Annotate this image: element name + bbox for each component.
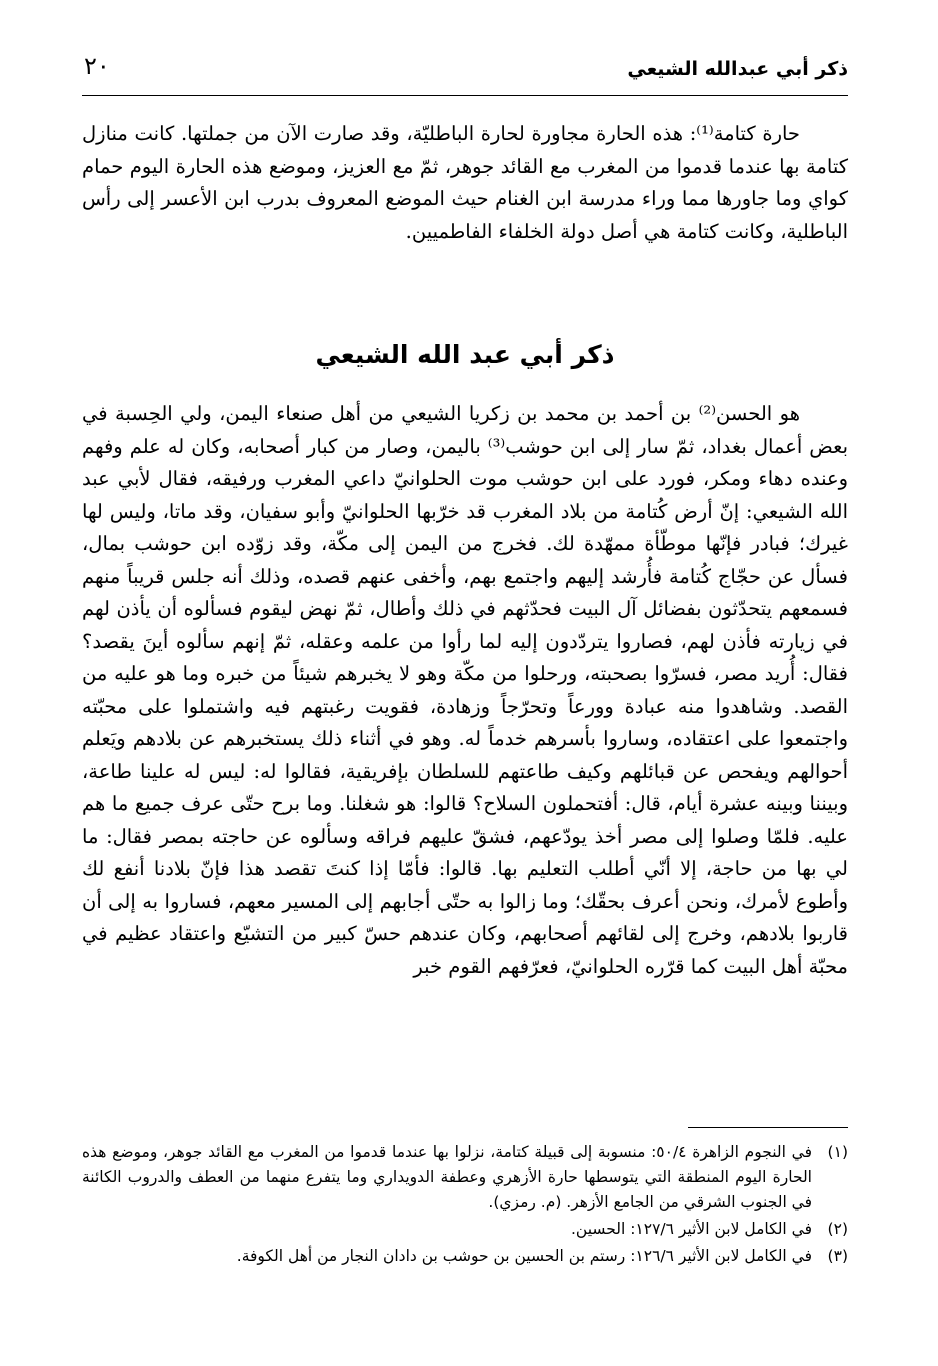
footnotes <box>82 1140 848 1271</box>
footnote-marker: (١) <box>827 1143 848 1161</box>
main-section <box>82 398 848 983</box>
footnote-text: في النجوم الزاهرة ٥٠/٤: منسوبة إلى قبيلة كتامة، نزلوا بها عندما قدموا من المغرب مع القائد جوهر، وموضع هذه الحارة اليوم المنطقة التي يتوسطها حارة الأزهري وعطفة الدويداري وما يتفرع منهما من العطف والدروب الكائنة في الجنوب الشرقي من الجامع الأزهر. (م. رمزي). <box>82 1143 812 1211</box>
page-header <box>82 52 848 96</box>
main-paragraph: هو الحسن⁽²⁾ بن أحمد بن محمد بن زكريا الشيعي من أهل صنعاء اليمن، ولي الحِسبة في بعض أعمال بغداد، ثمّ سار إلى ابن حوشب⁽³⁾ باليمن، وصار من كبار أصحابه، وكان له علم وفهم وعنده دهاء ومكر، فورد على ابن حوشب موت الحلوانيّ داعي المغرب ورفيقه، فقال لأبي عبد الله الشيعي: إنّ أرض كُتامة من بلاد المغرب قد خرّبها الحلوانيّ وأبو سفيان، وقد ماتا، وليس لها غيرك؛ فبادر فإنّها موطّأة ممهّدة لك. فخرج من اليمن إلى مكّة، وقد زوّده ابن حوشب بمال، فسأل عن حجّاج كُتامة فأُرشد إليهم واجتمع بهم، وأخفى عنهم قصده، وذلك أنه جلس قريباً منهم فسمعهم يتحدّثون بفضائل آل البيت فحدّثهم في ذلك وأطال، ثمّ نهض ليقوم فسألوه أن يأذن لهم في زيارته فأذن لهم، فصاروا يتردّدون إليه لما رأوا من علمه وعقله، ثمّ إنهم سألوه أينَ يقصد؟ فقال: أُريد مصر، فسرّوا بصحبته، ورحلوا من مكّة وهو لا يخبرهم شيئاً من خبره وما هو عليه من القصد. وشاهدوا منه عبادة وورعاً وتحرّجاً وزهادة، فقويت رغبتهم فيه واشتملوا على محبّته واجتمعوا على اعتقاده، وساروا بأسرهم خدماً له. وهو في أثناء ذلك يستخبرهم عن بلادهم ويَعلم أحوالهم ويفحص عن قبائلهم وكيف طاعتهم للسلطان بإفريقية، فقالوا له: ليس له علينا طاعة، وبيننا وبينه عشرة أيام، قال: أفتحملون السلاح؟ قالوا: هو شغلنا. وما برح حتّى عرف جميع ما هم عليه. فلمّا وصلوا إلى مصر أخذ يودّعهم، فشقّ عليهم فراقه وسألوه عن حاجته بمصر فقال: ما لي بها من حاجة، إلا أنّي أطلب التعليم بها. قالوا: فأمّا إذا كنتَ تقصد هذا فإنّ بلادنا أنفع لك وأطوع لأمرك، ونحن أعرف بحقّك؛ وما زالوا به حتّى أجابهم إلى المسير معهم، فساروا به إلى أن قاربوا بلادهم، وخرج إلى لقائهم أصحابهم، وكان عندهم حسّ كبير من التشيّع واعتقاد عظيم في محبّة أهل البيت كما قرّره الحلوانيّ، فعرّفهم القوم خبر <box>82 402 849 978</box>
header-rule <box>82 95 848 96</box>
footnote-1 <box>82 1140 848 1215</box>
page-number: ٢٠ <box>84 52 110 80</box>
footnote-separator <box>688 1127 848 1128</box>
footnote-text: في الكامل لابن الأثير ١٢٦/٦: رستم بن الحسين بن حوشب بن دادان النجار من أهل الكوفة. <box>236 1247 812 1265</box>
section-heading: ذكر أبي عبد الله الشيعي <box>315 340 615 369</box>
footnote-marker: (٣) <box>827 1247 848 1265</box>
footnote-3 <box>82 1244 848 1269</box>
running-title: ذكر أبي عبدالله الشيعي <box>627 58 848 80</box>
footnote-text: في الكامل لابن الأثير ١٢٧/٦: الحسين. <box>571 1220 812 1238</box>
intro-paragraph: حارة كتامة⁽¹⁾: هذه الحارة مجاورة لحارة الباطليّة، وقد صارت الآن من جملتها. كانت منازل كتامة بها عندما قدموا من المغرب مع القائد جوهر، ثمّ مع العزيز، وموضع هذه الحارة اليوم حمام كواي وما جاورها مما وراء مدرسة ابن الغنام حيث الموضع المعروف بدرب ابن الأعسر إلى رأس الباطلية، وكانت كتامة هي أصل دولة الخلفاء الفاطميين. <box>82 122 848 243</box>
intro-section <box>82 118 848 248</box>
footnote-2 <box>82 1217 848 1242</box>
footnote-marker: (٢) <box>827 1220 848 1238</box>
